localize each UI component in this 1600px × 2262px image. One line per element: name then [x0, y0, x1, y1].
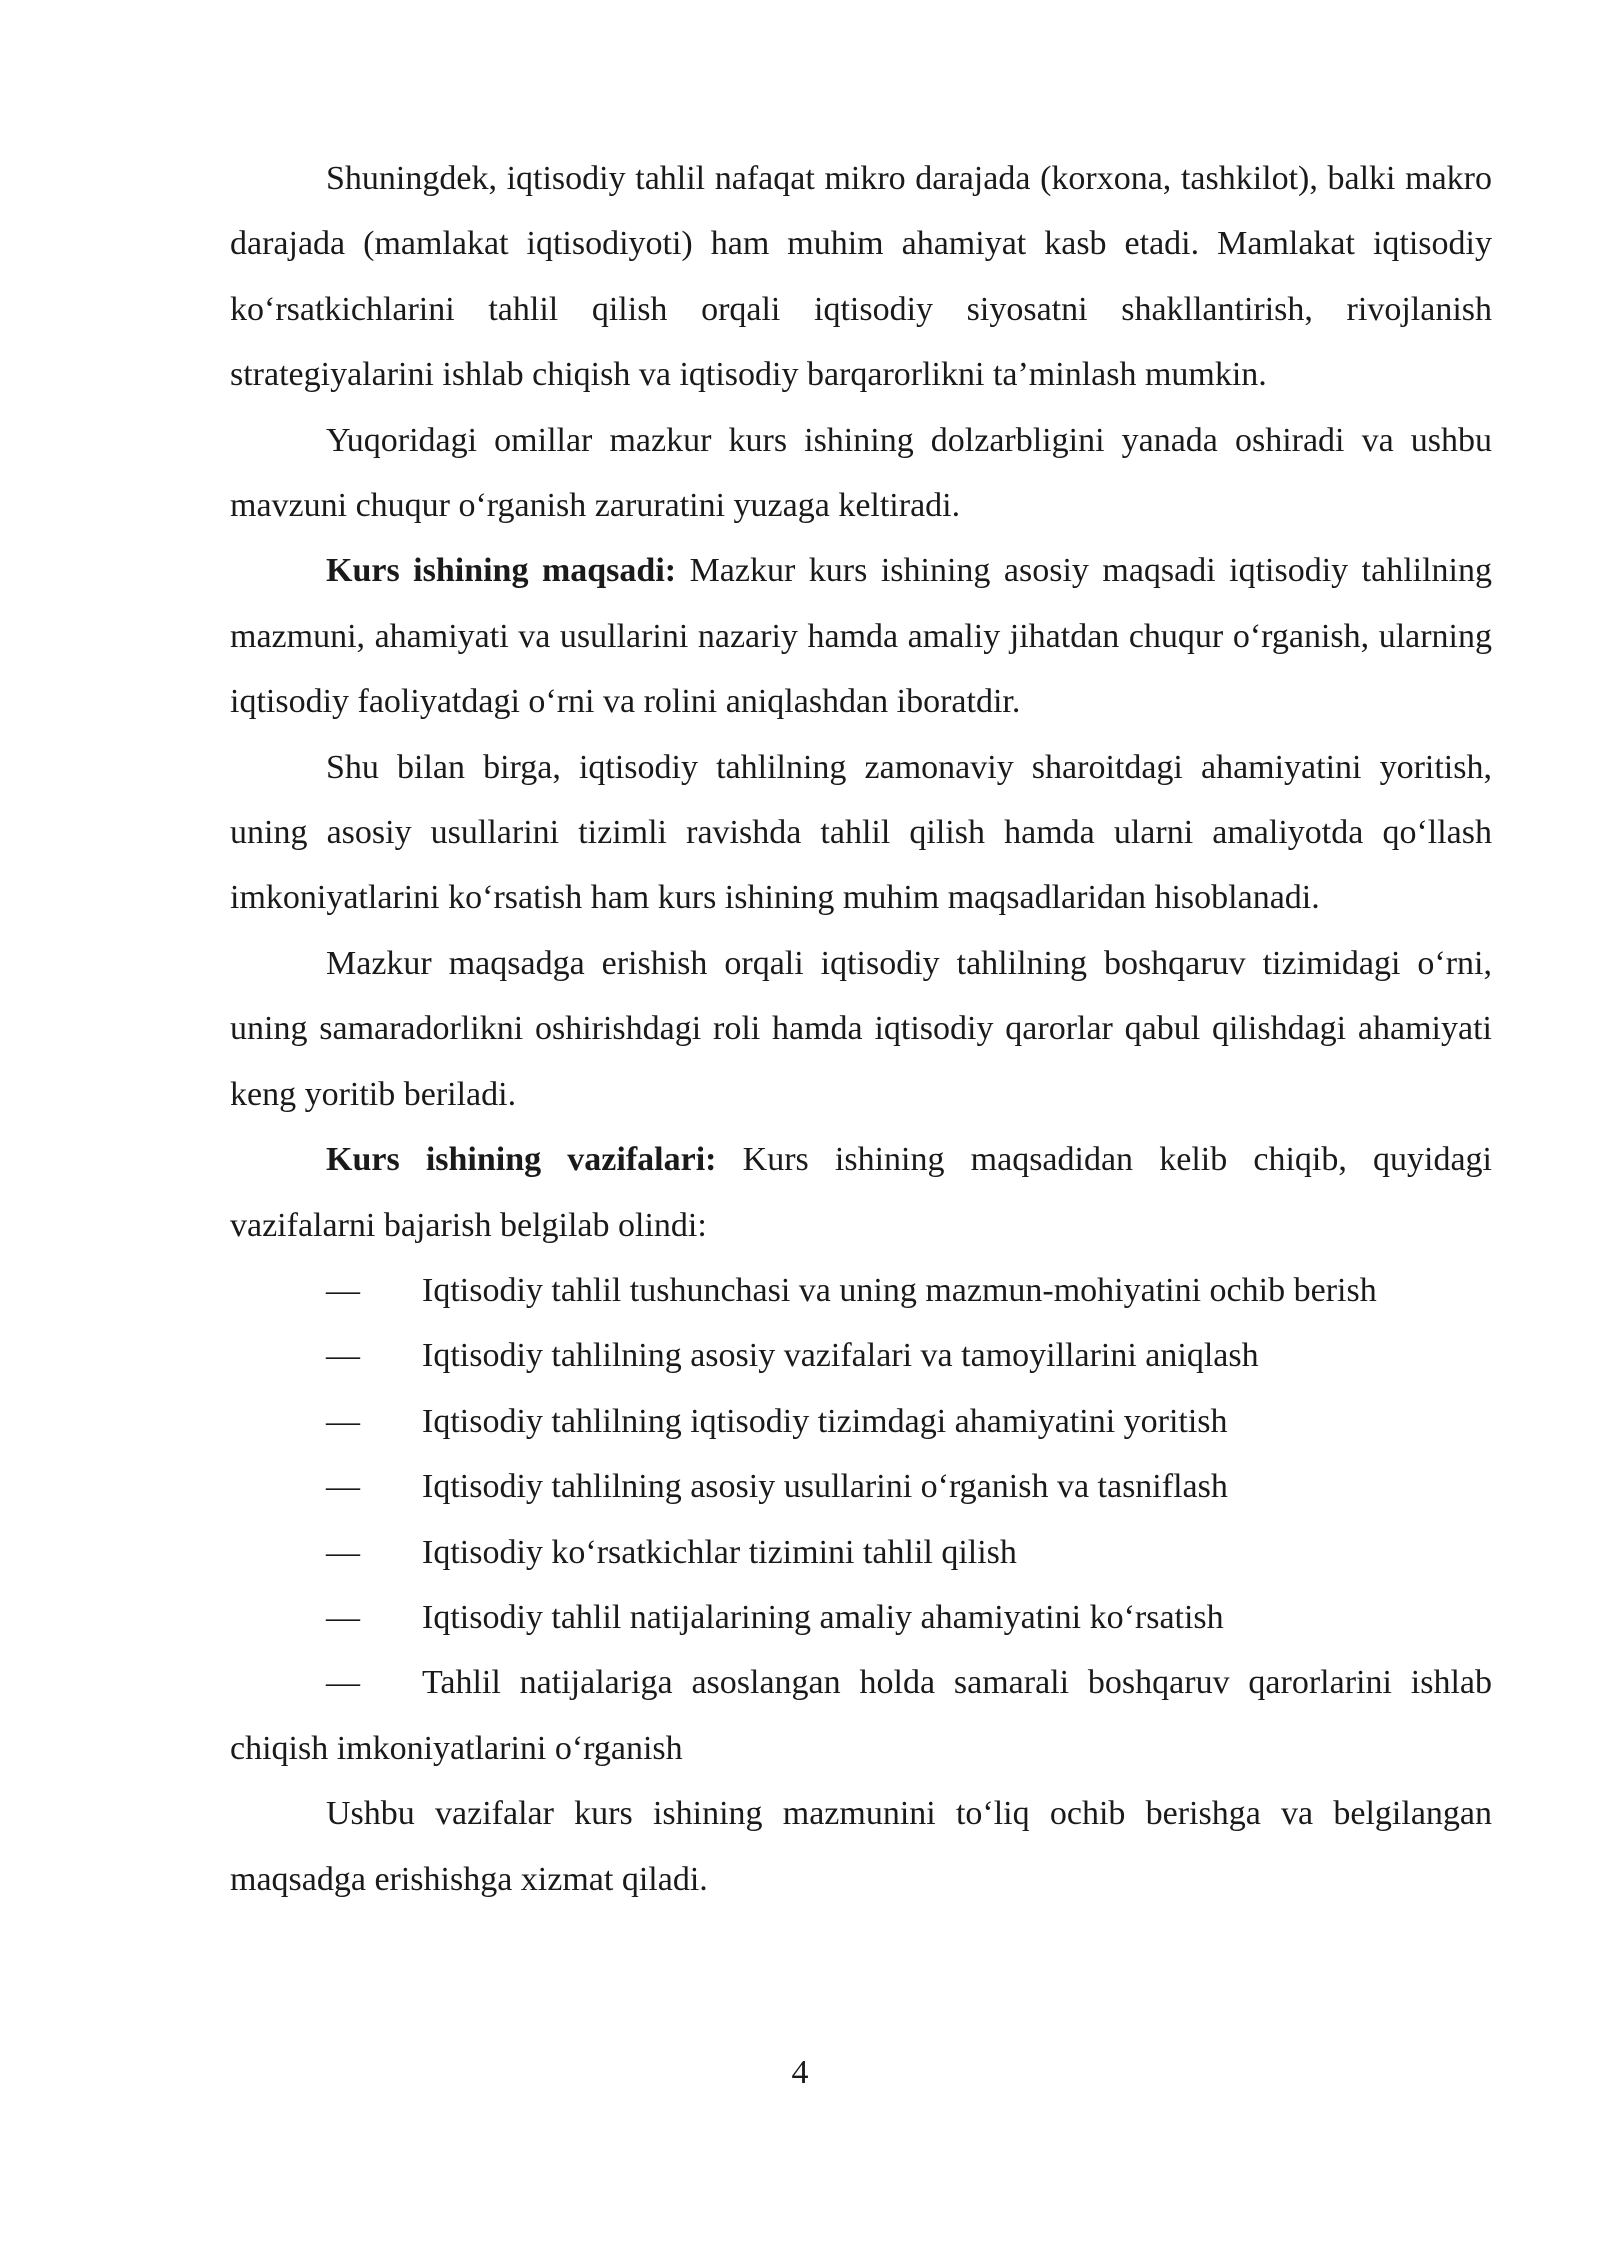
- list-item-text: Iqtisodiy tahlilning asosiy usullarini o‘rganish va tasniflash: [422, 1468, 1228, 1506]
- paragraph-goal-outcome: Mazkur maqsadga erishish orqali iqtisodiy tahlilning boshqaruv tizimidagi o‘rni, uning samaradorlikni oshirishdagi roli hamda iqtisodiy qarorlar qabul qilishdagi ahamiyati keng yoritib beriladi.: [230, 944, 1492, 1113]
- list-item-text: Iqtisodiy tahlil tushunchasi va uning mazmun-mohiyatini ochib berish: [422, 1271, 1377, 1309]
- list-item: [230, 1258, 1492, 1323]
- list-item-text: Iqtisodiy tahlilning iqtisodiy tizimdagi ahamiyatini yoritish: [422, 1402, 1228, 1440]
- list-item: [230, 1585, 1492, 1650]
- dash-marker: —: [326, 1271, 360, 1309]
- paragraph-macro-level: Shuningdek, iqtisodiy tahlil nafaqat mikro darajada (korxona, tashkilot), balki makro darajada (mamlakat iqtisodiyoti) ham muhim ahamiyat kasb etadi. Mamlakat iqtisodiy ko‘rsatkichlarini tahlil qilish orqali iqtisodiy siyosatni shakllantirish, rivojlanish strategiyalarini ishlab chiqish va iqtisodiy barqarorlikni ta’minlash mumkin.: [230, 160, 1492, 394]
- paragraph-tasks-intro: [230, 1127, 1492, 1258]
- list-item-text: Iqtisodiy ko‘rsatkichlar tizimini tahlil qilish: [422, 1533, 1017, 1571]
- list-item: [230, 1389, 1492, 1454]
- list-item-text: Tahlil natijalariga asoslangan holda samarali boshqaruv qarorlarini ishlab chiqish imkoniyatlarini o‘rganish: [230, 1664, 1492, 1767]
- goal-heading: Kurs ishining maqsadi:: [326, 552, 677, 590]
- list-item-text: Iqtisodiy tahlilning asosiy vazifalari va tamoyillarini aniqlash: [422, 1337, 1259, 1375]
- dash-marker: —: [326, 1598, 360, 1636]
- tasks-heading: Kurs ishining vazifalari:: [326, 1141, 717, 1179]
- document-page: [230, 146, 1492, 1912]
- tasks-intro-text: Kurs ishining maqsadidan kelib chiqib, quyidagi vazifalarni bajarish belgilab olindi:: [230, 1141, 1493, 1244]
- dash-marker: —: [326, 1664, 360, 1702]
- page-number: 4: [791, 2054, 809, 2091]
- paragraph-relevance: Yuqoridagi omillar mazkur kurs ishining dolzarbligini yanada oshiradi va ushbu mavzuni chuqur o‘rganish zaruratini yuzaga keltiradi.: [230, 421, 1492, 525]
- dash-marker: —: [326, 1402, 360, 1440]
- dash-marker: —: [326, 1533, 360, 1571]
- dash-marker: —: [326, 1468, 360, 1506]
- list-item: [230, 1650, 1492, 1781]
- list-item-text: Iqtisodiy tahlil natijalarining amaliy ahamiyatini ko‘rsatish: [422, 1598, 1224, 1636]
- goal-text: Mazkur kurs ishining asosiy maqsadi iqtisodiy tahlilning mazmuni, ahamiyati va usullarini nazariy hamda amaliy jihatdan chuqur o‘rganish, ularning iqtisodiy faoliyatdagi o‘rni va rolini aniqlashdan iboratdir.: [230, 552, 1492, 721]
- list-item: [230, 1454, 1492, 1519]
- paragraph-conclusion: Ushbu vazifalar kurs ishining mazmunini to‘liq ochib berishga va belgilangan maqsadga erishishga xizmat qiladi.: [230, 1795, 1492, 1898]
- paragraph-goal-extended: Shu bilan birga, iqtisodiy tahlilning zamonaviy sharoitdagi ahamiyatini yoritish, uning asosiy usullarini tizimli ravishda tahlil qilish hamda ularni amaliyotda qo‘llash imkoniyatlarini ko‘rsatish ham kurs ishining muhim maqsadlaridan hisoblanadi.: [230, 748, 1492, 917]
- tasks-list: [230, 1258, 1492, 1781]
- list-item: [230, 1323, 1492, 1388]
- dash-marker: —: [326, 1337, 360, 1375]
- paragraph-goal: [230, 538, 1492, 734]
- list-item: [230, 1520, 1492, 1585]
